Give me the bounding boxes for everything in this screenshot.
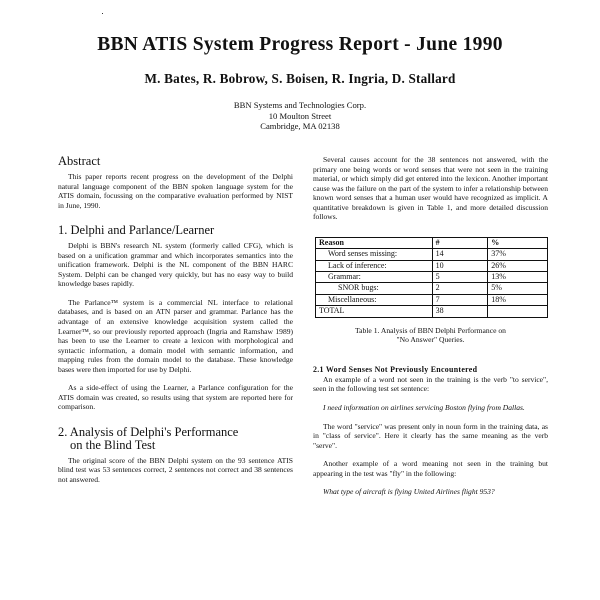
affiliation-line: BBN Systems and Technologies Corp.: [233, 100, 367, 110]
intro-paragraph: Several causes account for the 38 sentences not answered, with the primary one being words or word senses that were not seen in the training material, or which simply did get entered into the lexicon. Another important cause was the failure on the part of the system to infer a relationship between known word senses that a human user would have recognized as implicit. A quantitative breakdown is given in Table 1, and more detailed discussion follows.: [313, 155, 548, 222]
section-2-heading: [58, 426, 293, 452]
caption-line: Table 1. Analysis of BBN Delphi Performance on: [355, 325, 506, 335]
left-column: [58, 155, 293, 485]
subsection-paragraph: The word "service" was present only in noun form in the training data, as in "class of service". Here it clearly has the same meaning as the verb "serve".: [313, 421, 548, 450]
section-2-heading-line: on the Blind Test: [70, 437, 156, 452]
table-header-row: [316, 237, 548, 248]
percent-cell: 13%: [488, 272, 548, 283]
count-cell: 10: [432, 260, 488, 271]
count-cell: 14: [432, 249, 488, 260]
section-1-paragraph: As a side-effect of using the Learner, a Parlance configuration for the ATIS domain was created, so results using that system are reported here for comparison.: [58, 383, 293, 412]
section-1-heading: 1. Delphi and Parlance/Learner: [58, 223, 215, 238]
count-cell: 5: [432, 272, 488, 283]
section-1-paragraph: Delphi is BBN's research NL system (formerly called CFG), which is based on a unification grammar and which incorporates semantics into the unification framework. Delphi is the NL component of the BBN HARC System. Delphi can be changed very quickly, but has no easy way to build knowledge bases rapidly.: [58, 241, 293, 289]
section-2-heading-line: 2. Analysis of Delphi's Performance: [58, 424, 239, 439]
reason-cell: Word senses missing:: [316, 249, 433, 260]
table-total-row: [316, 306, 548, 317]
affiliation: [0, 100, 600, 132]
paper-title: BBN ATIS System Progress Report - June 1990: [97, 34, 503, 55]
affiliation-line: 10 Moulton Street: [268, 110, 332, 121]
percent-cell: 26%: [488, 260, 548, 271]
total-percent-cell: [488, 306, 548, 317]
table-1: [315, 237, 548, 318]
example-sentence: What type of aircraft is flying United Airlines flight 953?: [323, 487, 495, 497]
scan-speck: [102, 13, 103, 14]
section-2-paragraph: The original score of the BBN Delphi system on the 93 sentence ATIS blind test was 53 sentences correct, 2 sentences not correct and 38 sentences not answered.: [58, 455, 293, 485]
subsection-paragraph: Another example of a word meaning not seen in the training but appearing in the test was "fly" in the following:: [313, 459, 548, 478]
caption-line: "No Answer" Queries.: [396, 335, 465, 345]
subsection-2-1-heading: 2.1 Word Senses Not Previously Encountered: [313, 364, 478, 374]
percent-cell: 37%: [488, 249, 548, 260]
right-column: [313, 155, 548, 497]
reason-cell: Miscellaneous:: [316, 294, 433, 305]
affiliation-line: Cambridge, MA 02138: [260, 121, 340, 131]
table-row: [316, 294, 548, 305]
table-row: [316, 272, 548, 283]
column-header: Reason: [316, 237, 433, 248]
abstract-heading: Abstract: [58, 154, 101, 168]
section-1-paragraph: The Parlance™ system is a commercial NL interface to relational databases, and is based on an ATN parser and grammar. Parlance has the advantage of an extensive knowledge acquisition system called the Learner™, so our previously reported approach (Ingria and Ramshaw 1989) has been to use the Learner to create a lexicon with morphological and syntactic information, a domain model with semantic information, and mapping rules from the domain model to the database. These knowledge bases were then imported for use by Delphi.: [58, 297, 293, 374]
reason-cell: Grammar:: [316, 272, 433, 283]
reason-cell: Lack of inference:: [316, 260, 433, 271]
table-1-caption: [313, 326, 548, 345]
table-row: [316, 283, 548, 294]
total-count-cell: 38: [432, 306, 488, 317]
subsection-paragraph: An example of a word not seen in the training is the verb "to service", seen in the following test set sentence:: [313, 374, 548, 394]
percent-cell: 18%: [488, 294, 548, 305]
author-list: M. Bates, R. Bobrow, S. Boisen, R. Ingria, D. Stallard: [144, 71, 456, 86]
total-label-cell: TOTAL: [316, 306, 433, 317]
example-sentence: I need information on airlines servicing Boston flying from Dallas.: [323, 402, 525, 412]
count-cell: 2: [432, 283, 488, 294]
column-header: #: [432, 237, 488, 248]
column-header: %: [488, 237, 548, 248]
table-row: [316, 260, 548, 271]
reason-cell: SNOR bugs:: [316, 283, 433, 294]
count-cell: 7: [432, 294, 488, 305]
abstract-text: This paper reports recent progress on the development of the Delphi natural language component of the BBN spoken language system for the ATIS domain, focussing on the comparative evaluation performed by NIST in June, 1990.: [58, 172, 293, 210]
percent-cell: 5%: [488, 283, 548, 294]
table-row: [316, 249, 548, 260]
